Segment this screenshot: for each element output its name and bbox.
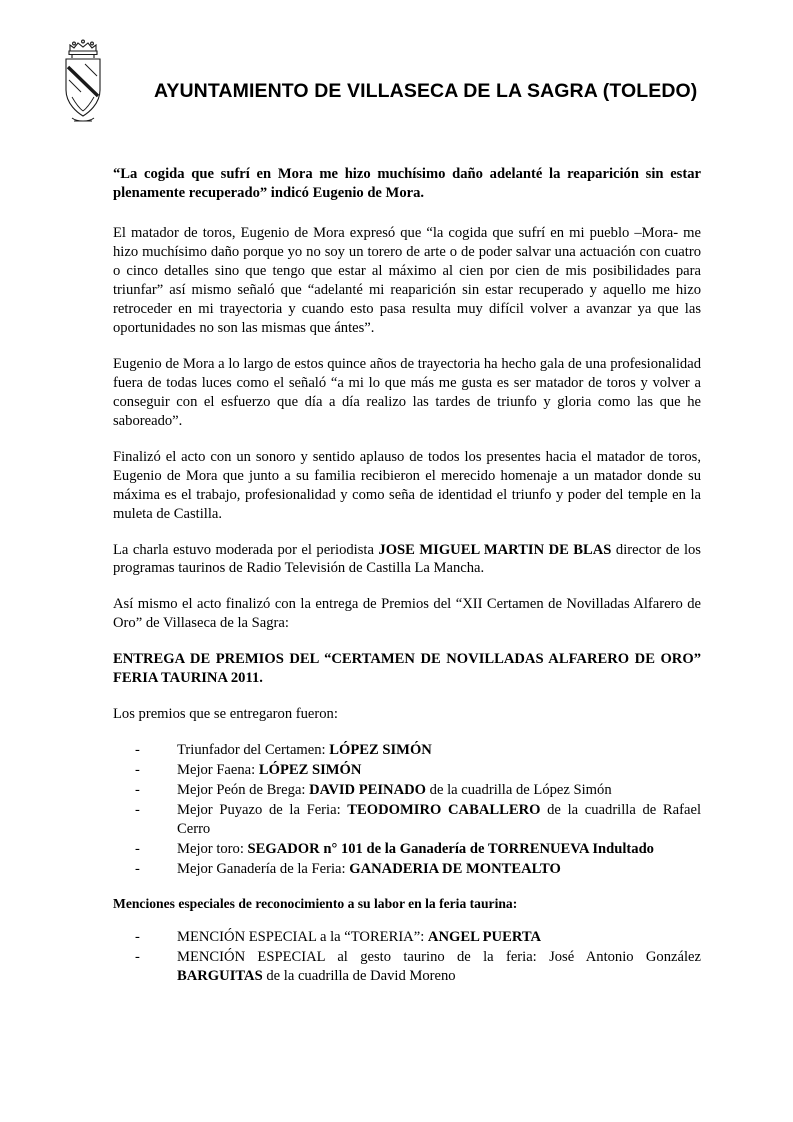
list-bullet: -: [135, 762, 140, 779]
paragraph-2: Eugenio de Mora a lo largo de estos quince años de trayectoria ha hecho gala de una profesionalidad fuera de todas luces como el señaló “a mi lo que más me gusta es ser matador de toros y volver a conseguir con el esfuerzo que día a día realizo las tardes de triunfo y gloria como las que he saboreado”.: [113, 355, 701, 429]
list-bullet: -: [135, 928, 140, 945]
award-value: GANADERIA DE MONTEALTO: [349, 861, 561, 878]
mention-tail: de la cuadrilla de David Moreno: [262, 967, 456, 984]
list-item: [135, 948, 701, 986]
mention-value: ANGEL PUERTA: [427, 928, 542, 945]
mentions-list: [113, 928, 701, 986]
moderator-text-before: La charla estuvo moderada por el periodista: [113, 541, 379, 558]
list-item: [135, 860, 701, 879]
moderator-paragraph: [113, 541, 701, 579]
lead-paragraph: “La cogida que sufrí en Mora me hizo muchísimo daño adelanté la reaparición sin estar plenamente recuperado” indicó Eugenio de Mora.: [113, 166, 701, 201]
list-bullet: -: [135, 948, 140, 965]
awards-subintro: Los premios que se entregaron fueron:: [113, 706, 338, 723]
list-bullet: -: [135, 802, 140, 819]
awards-title: ENTREGA DE PREMIOS DEL “CERTAMEN DE NOVILLADAS ALFARERO DE ORO” FERIA TAURINA 2011.: [113, 651, 701, 687]
award-label: Mejor Faena:: [177, 762, 259, 779]
award-value: SEGADOR n° 101 de la Ganadería de TORRENUEVA Indultado: [247, 841, 654, 858]
award-value: TEODOMIRO CABALLERO: [347, 802, 541, 819]
list-item: [135, 761, 701, 780]
award-tail: de la cuadrilla de Rafael Cerro: [177, 802, 701, 838]
document-header: [0, 0, 793, 105]
list-bullet: -: [135, 782, 140, 799]
paragraph-3: Finalizó el acto con un sonoro y sentido aplauso de todos los presentes hacia el matador de toros, Eugenio de Mora que junto a su familia recibieron el merecido homenaje a un matador donde su máxima es el trabajo, profesionalidad y como seña de identidad el triunfo y poder del temple en la muleta de Castilla.: [113, 448, 701, 522]
list-item: [135, 840, 701, 859]
award-value: LÓPEZ SIMÓN: [329, 742, 432, 759]
document-body: [0, 105, 793, 986]
moderator-text-after: director de los programas taurinos de Radio Televisión de Castilla La Mancha.: [113, 541, 701, 577]
list-item: [135, 801, 701, 839]
list-bullet: -: [135, 742, 140, 759]
award-label: Mejor toro:: [177, 841, 248, 858]
award-label: Triunfador del Certamen:: [177, 742, 330, 759]
coat-of-arms-icon: [52, 34, 114, 126]
award-value: DAVID PEINADO: [309, 782, 427, 799]
list-bullet: -: [135, 841, 140, 858]
awards-list: [113, 741, 701, 879]
moderator-name: JOSE MIGUEL MARTIN DE BLAS: [378, 541, 612, 558]
page-title: AYUNTAMIENTO DE VILLASECA DE LA SAGRA (TOLEDO): [154, 79, 698, 102]
list-item: [135, 781, 701, 800]
award-label: Mejor Ganadería de la Feria:: [177, 861, 350, 878]
award-label: Mejor Puyazo de la Feria:: [177, 802, 348, 819]
award-value: LÓPEZ SIMÓN: [258, 762, 362, 779]
list-item: [135, 928, 701, 947]
mention-label: MENCIÓN ESPECIAL a la “TORERIA”:: [177, 928, 428, 945]
paragraph-1: El matador de toros, Eugenio de Mora expresó que “la cogida que sufrí en mi pueblo –Mora- me hizo muchísimo daño porque yo no soy un torero de arte o de poder salvar una actuación con cuatro o cinco detalles sino que tengo que estar al máximo al cien por cien de mis posibilidades para triunfar” así mismo señaló que “adelanté mi reaparición sin estar recuperado y aquello me hizo retroceder en mi trayectoria y cuando esto pasa resulta muy difícil volver a avanzar ya que las oportunidades no son las mismas que ántes”.: [113, 224, 701, 336]
mention-value: BARGUITAS: [177, 967, 263, 984]
award-tail: de la cuadrilla de López Simón: [426, 782, 612, 799]
mentions-title: Menciones especiales de reconocimiento a su labor en la feria taurina:: [113, 896, 518, 912]
mention-label: MENCIÓN ESPECIAL al gesto taurino de la feria: José Antonio González: [177, 948, 701, 965]
list-bullet: -: [135, 861, 140, 878]
list-item: [135, 741, 701, 760]
award-label: Mejor Peón de Brega:: [177, 782, 310, 799]
awards-intro: Así mismo el acto finalizó con la entrega de Premios del “XII Certamen de Novilladas Alfarero de Oro” de Villaseca de la Sagra:: [113, 596, 701, 632]
